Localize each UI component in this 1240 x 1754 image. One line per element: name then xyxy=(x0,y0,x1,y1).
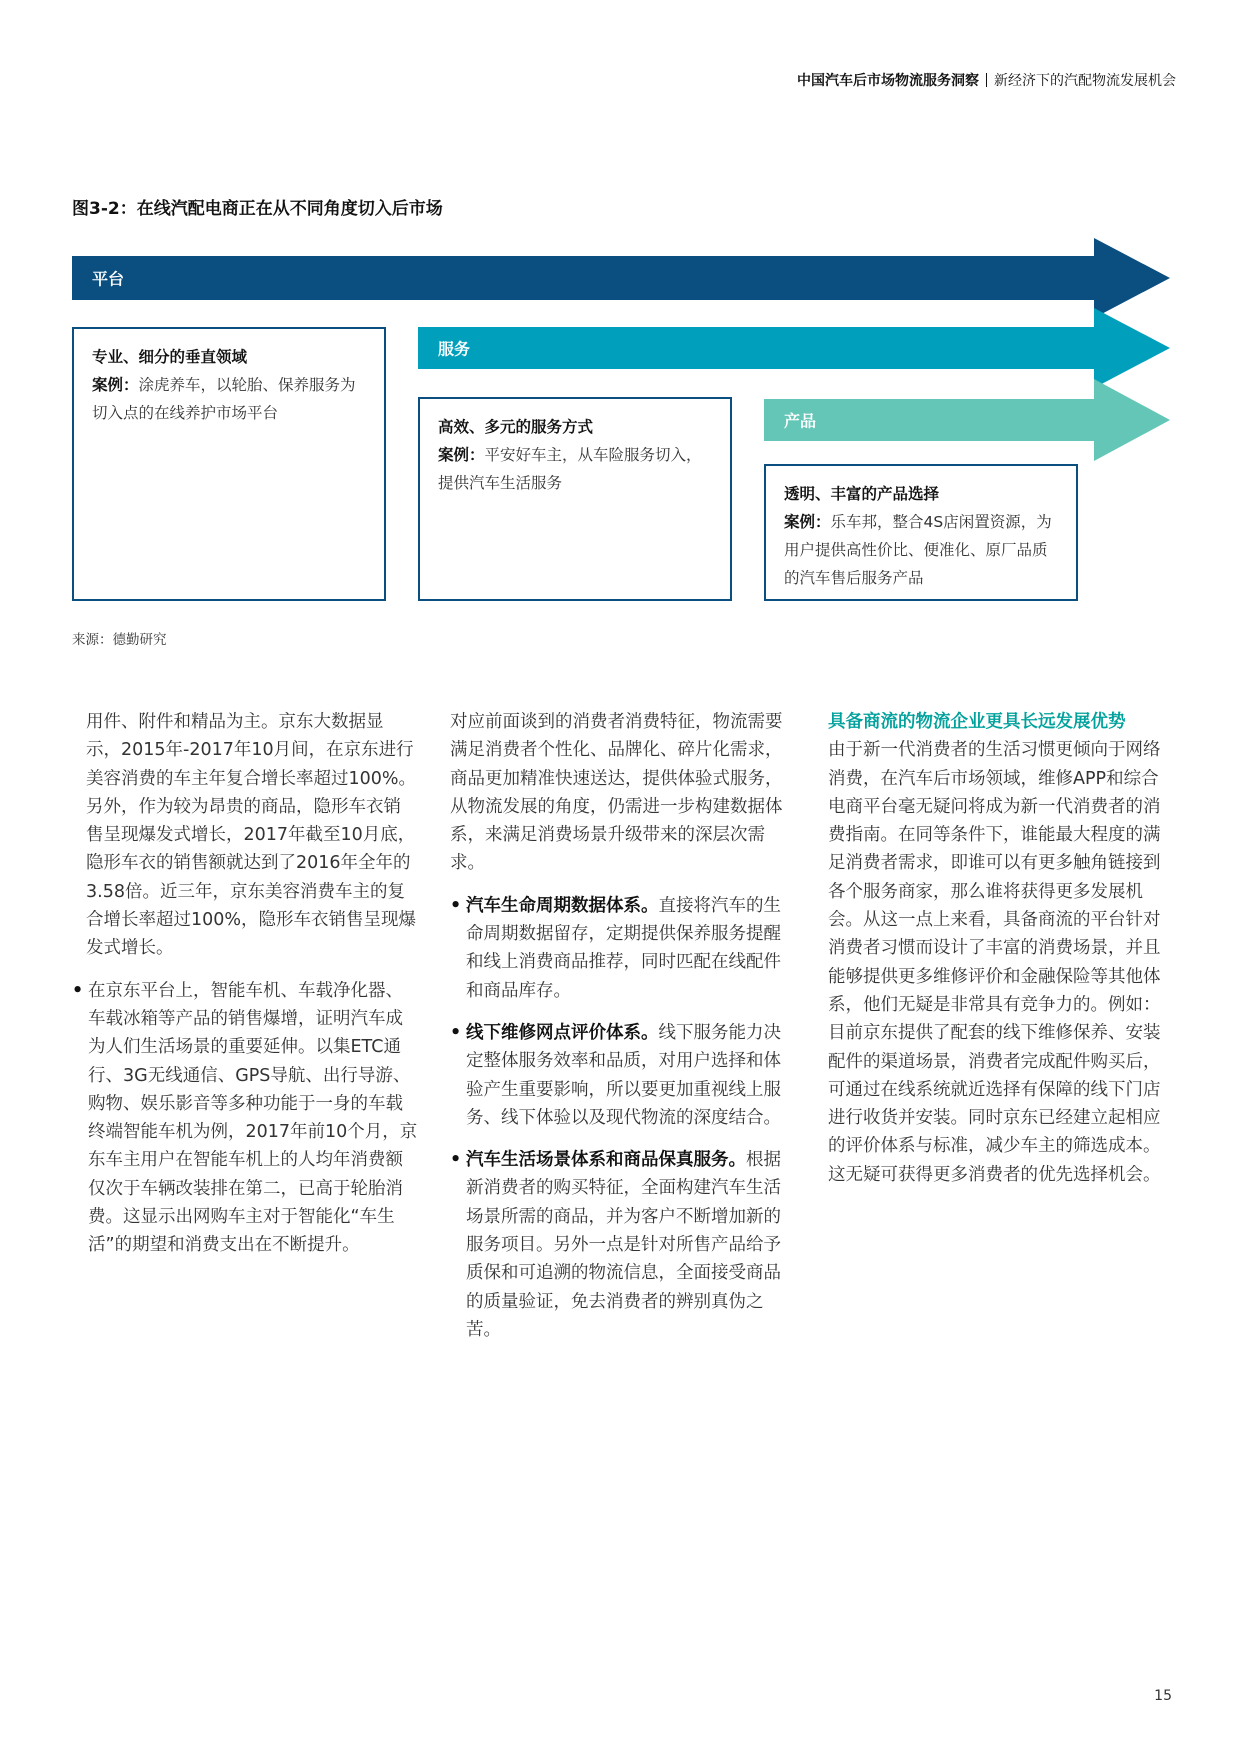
col1-paragraph: 用件、附件和精品为主。京东大数据显示，2015年-2017年10月间，在京东进行美容消费的车主年复合增长率超过100%。另外，作为较为昂贵的商品，隐形车衣销售呈现爆发式增长，2017年截至10月底，隐形车衣的销售额就达到了2016年全年的3.58倍。近三年，京东美容消费车主的复合增长率超过100%，隐形车衣销售呈现爆发式增长。 xyxy=(86,712,417,959)
arrow-service-label: 服务 xyxy=(438,339,471,359)
box-product xyxy=(764,464,1078,601)
bullet-heading: 线下维修网点评价体系。 xyxy=(466,1022,659,1043)
arrow-product-label: 产品 xyxy=(784,411,817,431)
box-service xyxy=(418,397,732,601)
box-platform-title: 专业、细分的垂直领域 xyxy=(92,348,248,366)
column-2 xyxy=(450,708,790,1344)
case-label: 案例： xyxy=(438,446,485,464)
case-text: 涂虎养车，以轮胎、保养服务为切入点的在线养护市场平台 xyxy=(92,376,356,422)
report-title: 中国汽车后市场物流服务洞察 xyxy=(797,73,979,89)
column-3 xyxy=(828,708,1168,1189)
bullet-text: 根据新消费者的购买特征，全面构建汽车生活场景所需的商品，并为客户不断增加新的服务项目。另外一点是针对所售产品给予质保和可追溯的物流信息，全面接受商品的质量验证，免去消费者的辨别真伪之苦。 xyxy=(466,1150,781,1340)
box-platform xyxy=(72,327,386,601)
page-number: 15 xyxy=(1154,1688,1172,1704)
figure-source: 来源：德勤研究 xyxy=(72,632,167,648)
case-label: 案例： xyxy=(784,513,831,531)
bullet-text: 线下服务能力决定整体服务效率和品质，对用户选择和体验产生重要影响，所以要更加重视线上服务、线下体验以及现代物流的深度结合。 xyxy=(466,1022,781,1128)
arrow-service-shape xyxy=(418,308,1170,388)
arrow-platform-shape xyxy=(72,238,1170,318)
case-text: 平安好车主，从车险服务切入，提供汽车生活服务 xyxy=(438,446,702,492)
bullet-text: 直接将汽车的生命周期数据留存，定期提供保养服务提醒和线上消费商品推荐，同时匹配在线配件和商品库存。 xyxy=(466,895,781,1001)
col2-bullet-repair xyxy=(450,1019,790,1132)
arrow-product xyxy=(764,379,1170,461)
header-divider xyxy=(986,73,987,87)
arrow-platform-label: 平台 xyxy=(92,269,125,289)
box-service-title: 高效、多元的服务方式 xyxy=(438,418,594,436)
case-label: 案例： xyxy=(92,376,139,394)
arrow-service xyxy=(418,308,1170,388)
column-1 xyxy=(86,708,418,1260)
report-subtitle: 新经济下的汽配物流发展机会 xyxy=(994,73,1176,89)
col2-bullet-lifecycle xyxy=(450,892,790,1005)
col2-bullet-scene xyxy=(450,1146,790,1344)
arrow-platform xyxy=(72,238,1170,318)
box-product-title: 透明、丰富的产品选择 xyxy=(784,485,940,503)
bullet-heading: 汽车生活场景体系和商品保真服务。 xyxy=(466,1150,746,1171)
col3-heading: 具备商流的物流企业更具长远发展优势 xyxy=(828,712,1126,732)
box-service-case xyxy=(438,441,714,497)
col1-bullet: • 在京东平台上，智能车机、车载净化器、车载冰箱等产品的销售爆增，证明汽车成为人们生活场景的重要延伸。以集ETC通行、3G无线通信、GPS导航、出行导游、购物、娱乐影音等多种功能于一身的车载终端智能车机为例，2017年前10个月，京东车主用户在智能车机上的人均年消费额仅次于车辆改装排在第二，已高于轮胎消费。这显示出网购车主对于智能化“车生活”的期望和消费支出在不断提升。 xyxy=(72,977,418,1260)
figure-title: 图3-2：在线汽配电商正在从不同角度切入后市场 xyxy=(72,199,443,219)
box-platform-case xyxy=(92,371,368,427)
col2-paragraph: 对应前面谈到的消费者消费特征，物流需要满足消费者个性化、品牌化、碎片化需求，商品更加精准快速送达，提供体验式服务，从物流发展的角度，仍需进一步构建数据体系，来满足消费场景升级带来的深层次需求。 xyxy=(450,712,783,874)
bullet-heading: 汽车生命周期数据体系。 xyxy=(466,895,659,916)
case-text: 乐车邦，整合4S店闲置资源，为用户提供高性价比、便准化、原厂品质的汽车售后服务产品 xyxy=(784,513,1052,587)
arrow-product-shape xyxy=(764,379,1170,461)
box-product-case xyxy=(784,508,1060,592)
col3-paragraph: 由于新一代消费者的生活习惯更倾向于网络消费，在汽车后市场领域，维修APP和综合电商平台毫无疑问将成为新一代消费者的消费指南。在同等条件下，谁能最大程度的满足消费者需求，即谁可以有更多触角链接到各个服务商家，那么谁将获得更多发展机会。从这一点上来看，具备商流的平台针对消费者习惯而设计了丰富的消费场景，并且能够提供更多维修评价和金融保险等其他体系，他们无疑是非常具有竞争力的。例如：目前京东提供了配套的线下维修保养、安装配件的渠道场景，消费者完成配件购买后，可通过在线系统就近选择有保障的线下门店进行收货并安装。同时京东已经建立起相应的评价体系与标准，减少车主的筛选成本。这无疑可获得更多消费者的优先选择机会。 xyxy=(828,740,1161,1185)
running-header xyxy=(797,70,1176,90)
